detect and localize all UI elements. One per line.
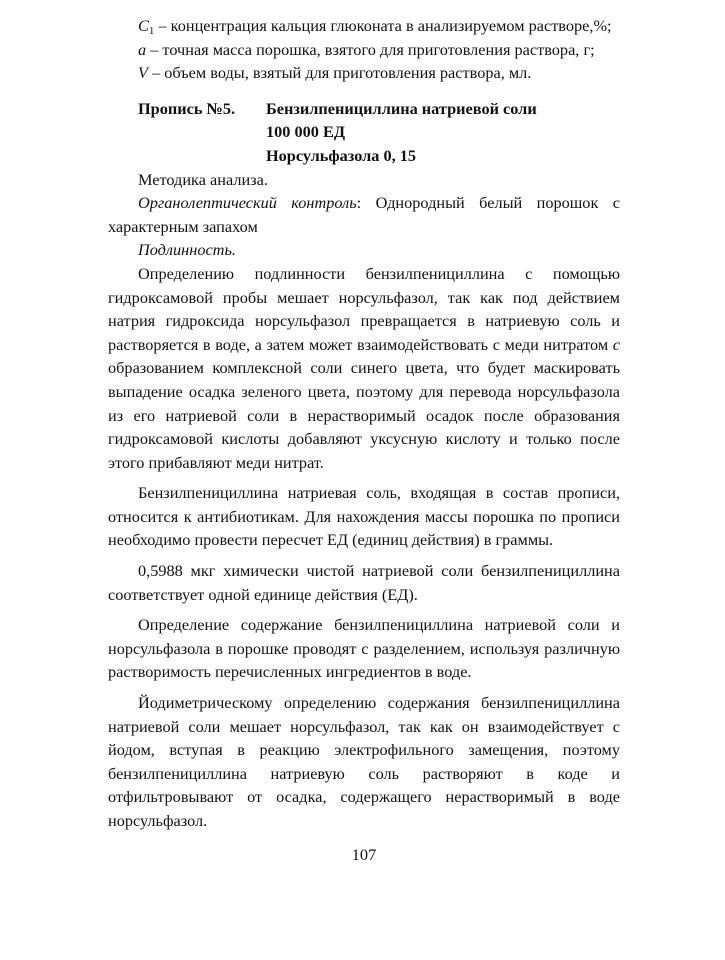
paragraph-unit-equivalence: 0,5988 мкг химически чистой натриевой соли бензилпенициллина соответствует одной единице действия (ЕД).	[108, 561, 620, 604]
method-title: Методика анализа.	[138, 169, 268, 189]
paragraph-authenticity: Определению подлинности бензилпенициллина с помощью гидроксамовой пробы мешает норсульфазол, так как под действием натрия гидроксида норсульфазол превращается в натриевую соль и растворяется в воде, а затем может взаимодействовать с меди нитратом с образованием комплексной соли синего цвета, что будет маскировать выпадение осадка зеленого цвета, поэтому для перевода норсульфазола из его натриевой соли в нерастворимый осадок после образования гидроксамовой кислоты добавляют уксусную кислоту и только после этого прибавляют меди нитрат.	[108, 263, 620, 472]
document-page	[108, 14, 620, 866]
prescription-label: Пропись №5.	[138, 98, 236, 118]
heading-line-1: Бензилпенициллина натриевой соли	[266, 98, 537, 118]
paragraph-iodimetry: Йодиметрическому определению содержания бензилпенициллина натриевой соли мешает норсульфазол, так как он взаимодействует с йодом, вступая в реакцию электрофильного замещения, поэтому бензилпенициллина натриевую соль растворяют в коде и отфильтровывают от осадка, содержащего нерастворимый в воде норсульфазол.	[108, 693, 620, 830]
definition-c1	[108, 14, 620, 38]
definition-a	[108, 38, 620, 62]
definition-text: – точная масса порошка, взятого для приготовления раствора, г;	[146, 39, 595, 59]
definition-text: – объем воды, взятый для приготовления раствора, мл.	[147, 63, 532, 83]
symbol-a: a	[138, 39, 147, 59]
prescription-heading	[138, 97, 620, 168]
symbol-c: C	[138, 16, 149, 35]
heading-line-2: 100 000 ЕД	[266, 122, 346, 142]
paragraph-separation: Определение содержание бензилпенициллина натриевой соли и норсульфазола в порошке проводят с разделением, используя различную растворимость перечисленных ингредиентов в воде.	[108, 615, 620, 682]
organoleptic-text: : Однородный белый порошок с характерным запахом	[108, 193, 620, 236]
symbol-c-subscript: 1	[148, 25, 155, 37]
definition-v	[108, 61, 620, 85]
organoleptic-label: Органолептический контроль	[138, 193, 357, 213]
paragraph-antibiotic: Бензилпенициллина натриевая соль, входящая в состав прописи, относится к антибиотикам. Для нахождения массы порошка по прописи необходимо провести пересчет ЕД (единиц действия) в граммы.	[108, 483, 620, 550]
organoleptic-paragraph	[108, 191, 620, 238]
definition-text: – концентрация кальция глюконата в анализируемом растворе,%;	[154, 16, 612, 35]
heading-line-3: Норсульфазола 0, 15	[266, 145, 417, 165]
italic-c: с	[612, 334, 620, 354]
symbol-v: V	[138, 63, 148, 83]
page-number: 107	[351, 844, 377, 864]
authenticity-title: Подлинность.	[138, 240, 236, 260]
